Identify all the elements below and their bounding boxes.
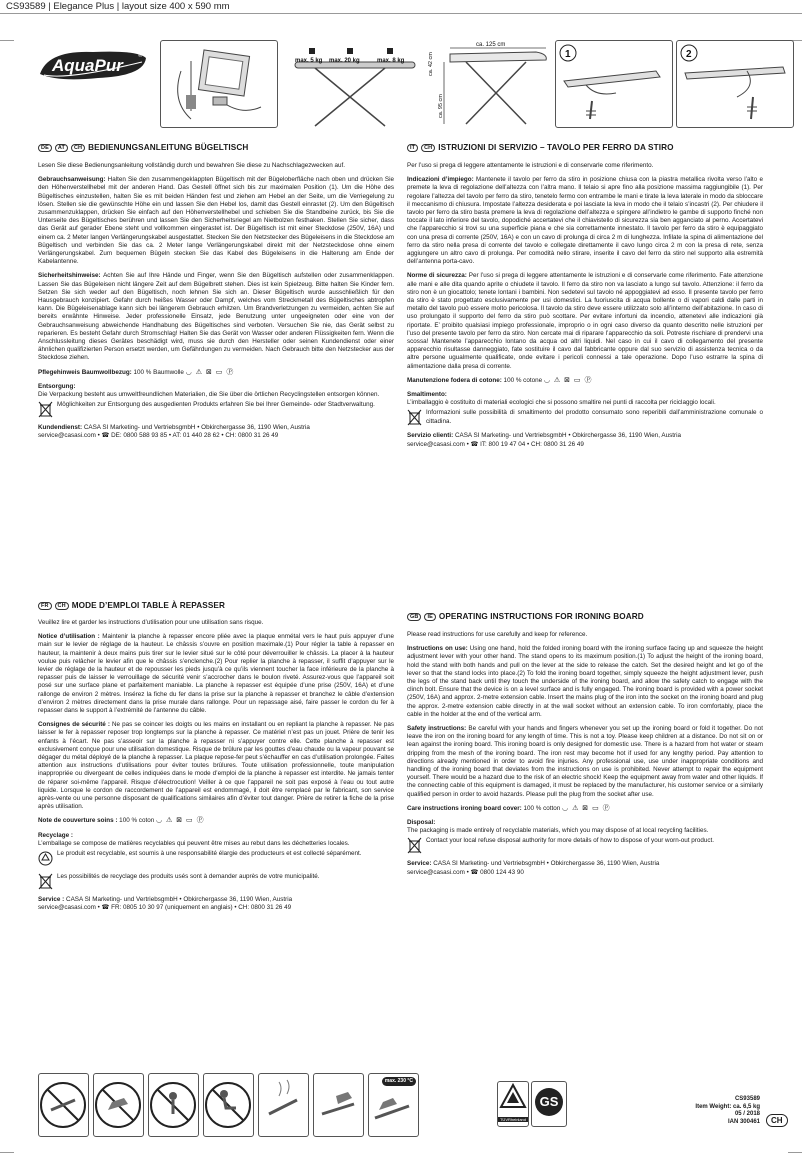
it-title: ISTRUZIONI DI SERVIZIO – TAVOLO PER FERRO DA STIRO — [438, 143, 674, 152]
product-code: CS93589 — [734, 1096, 760, 1102]
weight-label: max. 8 kg — [377, 58, 405, 64]
en-service-contact: service@casasi.com • ☎ 0800 124 43 90 — [407, 868, 524, 876]
en-intro: Please read instructions for use carefully and keep for reference. — [407, 631, 588, 638]
it-service-contact: service@casasi.com • ☎ IT: 800 19 47 04 • CH: 0800 31 26 49 — [407, 440, 584, 448]
pictogram-sitting-icon — [203, 1073, 254, 1137]
flag-ie: IE — [424, 613, 435, 621]
it-use-label: Indicazioni d’impiego: — [407, 176, 474, 184]
fr-intro: Veuillez lire et garder les instructions d’utilisation pour une utilisation sans risque. — [38, 619, 264, 626]
de-care-label: Pflegehinweis Baumwollbezug: — [38, 368, 132, 376]
gs-mark: GS — [535, 1088, 563, 1116]
crop-mark — [788, 1152, 802, 1153]
care-symbols-icon: ◡ ⚠ ⊠ ▭ Ⓟ — [155, 817, 205, 825]
fr-use-text: Maintenir la planche à repasser encore pliée avec la plaque enmétal vers le haut puis appuyer d’une main sur le levier de réglage de la hauteur. Le châssis s’ouvre en position maximale.(1) Pour régler la table à repasser en hauteur, la maintenir à deux mains puis tirer sur le levier situé sur le côté pour déverrouiller le châssis. La placer à la hauteur voulue puis relâcher le levier afin que le châssis s’enclenche.(2) Pour replier la planche à repasser, il suffit d’appuyer sur le levier de réglage de la hauteur et de repousser les pieds jusqu’à ce qu’ils viennent toucher la face inférieure de la planche à repasser puis de laisser le verrouillage de sécurité venir s’accrocher dans le boulon riveté. Assurez-vous que l’appareil soit posé sur une surface plane et parfaitement maniable. La planche à repasser est équipée d’une prise (250V, 16A) et d’une rallonge de environ 2 mètres. Insérez la fiche du fer dans la prise sur la planche à repasser et branchez le câble d’extension d’environ 2 mètres directement dans la prise murale dans rallonge. Pour un repassage aisé, faire passer le cordon du fer à repasser dans le support à l’extrémité de l’antenne du câble. — [38, 633, 394, 715]
fr-safety-text: Ne pas se coincer les doigts ou les mains en installant ou en repliant la planche à repasser. Ne pas laisser le fer à repasser reposer trop longtemps sur la planche à repasser. Ce matériel n’est pas un jouet. Prière de tenir les enfants à l’écart. Ne pas s’asseoir sur la planche à repasser ni s’appuyer contre elle. Cette planche à repasser est exclusivement conçue pour une utilisation domestique. Risque de brûlure par les gouttes d’eau chaude ou la vapeur pouvant se dégager du métal déployé de la planche à repasser. La plaque repose-fer peut s’échauffer en cas d’utilisation prolongée. Faites attention aux instructions d’utilisations pour éviter toutes brûlures. Toute utilisation professionnelle, toute manipulation inappropriée ou divergeant de celles indiquées dans le mode d’emploi de la planche à repasser est interdite. Ne jamais tenter de réparer soi-même l’appareil. Risque d’électrocution! Veiller à ce que l’appareil ne soit pas exposé à l’eau ou tout autre liquide. Lorsque le cordon de raccordement de l’appareil est endommagé, il doit être remplacé par le fabricant, son service après-vente ou une personne disposant de qualifications similaires afin d’éviter tout danger. Prière de retirer la fiche de la prise après utilisation. — [38, 721, 394, 811]
it-safety-text: Per l’uso si prega di leggere attentamente le istruzioni e di conservarle come riferimento. Fate attenzione alle mani e alle dita quando aprite o chiudete il tavolo. Il ferro da stiro non va lasciato a lungo sul tavolo. Attenzione: il ferro da stiro non è un giocattolo; tenete lontani i bambini. Non sedetevi sul tavolo né appoggiatevi ad esso. Il presente tavolo per ferro da stiro è stato progettato esclusivamente per usi domestici. La fuoriuscita di acqua bollente o di vapori caldi dalle parti in metallo del tavolo può essere molto pericolosa. Il tavolo da stiro deve essere utilizzato solo all’interno dell’abitazione. In caso di uso prolungato il supporto del ferro da stiro può scottare. Per evitare infortuni da incendio, attenetevi alle indicazioni già riportate. E’ proibito qualsiasi impiego professionale, improprio o in ogni caso diverso da quanto descritto nelle istruzioni per l’uso del presente tavolo per ferro da stiro. Non cercate mai di riparare l’apparecchio da soli. Potreste rischiare di prendervi una scossa! Mantenete l’apparecchio lontano da acqua od altri liquidi. Nel caso in cui il cavo di collegamento del presente apparecchio risultasse danneggiato, fate sostituire il cavo dal fabbricante oppure dal suo servizio di assistenza tecnica o da altre persone ugualmente qualificate, onde evitare i pericoli connessi a tale operazione. Dopo l’uso estrarre la spina di alimentazione dalla presa di corrente. — [407, 272, 763, 370]
layout-header — [0, 0, 802, 14]
crossed-bin-icon — [407, 837, 422, 854]
en-use-text: Using one hand, hold the folded ironing board with the ironing surface facing up and squeeze the height adjustment lever with your other hand. The stand opens to its maximum position.(1) To adjust the height of the ironing board, hold the stand with both hands and pull on the lever at the side to release the catch. Set the desired height and let go of the lever so that the stand locks into place.(2) To fold the ironing board together, simply squeeze the height adjustment lever, push the legs of the stand back until they touch the underside of the ironing board, and allow the safety catch to engage with the clinch bolt. Ensure that the device is on a level surface and is fully engaged. The ironing board is provided with a power socket (250V, 16A) and approx. 2-metre extension cable. Insert the mains plug of the iron into the socket on the ironing board and plug the approx. 2-metre extension cable directly in at the wall socket without an extension cable. To iron comfortably, place the cable in the holder at the end of the vertical arm. — [407, 645, 763, 718]
item-weight: Item Weight: ca. 6,5 kg — [695, 1103, 760, 1110]
de-use-text: Halten Sie den zusammengeklappten Bügeltisch mit der Bügeloberfläche nach oben und drücken Sie den Höhenverstellhebel mit der anderen Hand. Das Gestell öffnet sich bis zur maximalen Position (1). Um die Höhe des Bügeltisches einzustellen, halten Sie es mit beiden Händen fest und ziehen am Hebel an der Seite, um die Verriegelung zu lösen. Stellen sie die gewünschte Höhe ein und lassen Sie den Hebel los, damit das Gestell einrastet (2). Um den Bügeltisch zusammenzuklappen, drücken Sie einfach auf den Höhenverstellhebel und schieben Sie die Standbeine zurück, bis Sie die Unterseite des Bügeltisches berühren und lassen Sie den Sicherheitsriegel am Nietbolzen festhaken. Stellen Sie sicher, dass das Gerät auf gerader Ebene steht und vollkommen eingerastet ist. Der Bügeltisch ist mit einer Steckdose (250V, 16A) und einem ca. 2 Meter langen Verlängerungskabel ausgestattet. Stecken Sie den Netzstecker des Bügeleisens in die Steckdose am Bügeltisch und verbinden Sie das ca. 2 Meter lange Verlängerungskabel direkt mit der Netzsteckdose ohne einem Verlängerungskabel. Zum bequemen Bügeln stecken Sie das Kabel des Bügeleisens in die Halterung am Ende der Kabelantenne. — [38, 176, 394, 266]
en-use-label: Instructions on use: — [407, 645, 468, 653]
fr-recycle-note-2-text: Les possibilités de recyclage des produits usés sont à demander auprès de votre municipalité. — [57, 873, 320, 881]
logo-text: AquaPur — [52, 56, 123, 75]
width-label: ca. 42 cm — [428, 52, 434, 76]
fr-recycle-note-1 — [38, 850, 394, 867]
it-body — [407, 162, 763, 449]
flag-ch: CH — [71, 144, 85, 152]
gs-cert-logo — [531, 1081, 567, 1127]
it-service-label: Servizio clienti: — [407, 432, 454, 440]
pictogram-fingers-icon — [38, 1073, 89, 1137]
logo-registered: ® — [138, 53, 143, 59]
pictogram-steam-icon — [258, 1073, 309, 1137]
aquapur-logo — [38, 44, 148, 84]
en-safety-text: Be careful with your hands and fingers whenever you set up the ironing board or fold it together. Do not leave the iron on the ironing board for any length of time. This is not a toy. Please keep children at a distance. Do not sit on or lean against the ironing board. This ironing board is only designed for domestic use. There is a hazard from hot water or steam dripping from the mesh of the ironing board. The iron rest may become hot if used for any lengthy period. Pay attention to directions already mentioned in order to avoid fire injuries. Any professional use, use under inappropriate conditions and handling of the ironing board that deviates from the instructions on use is prohibited. Never attempt to repair the equipment yourself. There would be a hazard due to the risk of an electric shock! Keep the equipment away from water and other liquids. If the connecting cable of this equipment is damaged, it must be replaced by the manufacturer, his customer service or a similarly qualified person in order to avoid hazards. Please pull the plug from the socket after use. — [407, 725, 763, 798]
diagram-weights — [285, 40, 423, 128]
en-care-label: Care instructions ironing board cover: — [407, 804, 522, 812]
step-number: 2 — [686, 49, 692, 60]
fr-use-label: Notice d’utilisation : — [38, 633, 100, 641]
de-service-text: CASA SI Marketing- und VertriebsgmbH • Obkirchergasse 36, 1190 Wien, Austria — [82, 424, 310, 432]
de-title: BEDIENUNGSANLEITUNG BÜGELTISCH — [88, 143, 249, 152]
care-symbols-icon: ◡ ⚠ ⊠ ▭ Ⓟ — [185, 368, 235, 376]
crossed-bin-icon — [38, 401, 53, 418]
crop-mark — [0, 40, 14, 41]
de-disposal-note-text: Möglichkeiten zur Entsorgung des ausgedienten Produkts erfahren Sie bei Ihrer Gemeinde- oder Stadtverwaltung. — [57, 401, 375, 409]
fr-recycle-label: Recyclage : — [38, 831, 74, 839]
de-disposal-note — [38, 401, 394, 418]
it-disposal-text: L’imballaggio è costituito di materiali ecologici che si possono smaltire nei punti di raccolta per riciclaggio locali. — [407, 399, 716, 407]
flag-at: AT — [55, 144, 68, 152]
recycle-icon — [38, 850, 53, 867]
en-service-text: CASA SI Marketing- und VertriebsgmbH • Obkirchergasse 36, 1190 Wien, Austria — [431, 860, 660, 868]
ian-number: IAN 300461 — [727, 1118, 760, 1125]
flag-it: IT — [407, 144, 418, 152]
de-service-contact: service@casasi.com • ☎ DE: 0800 588 93 85 • AT: 01 440 28 62 • CH: 0800 31 26 49 — [38, 432, 279, 440]
de-use-label: Gebrauchsanweisung: — [38, 176, 106, 184]
diagram-dimensions — [426, 40, 554, 128]
crop-mark — [0, 1152, 14, 1153]
product-info — [640, 1096, 760, 1126]
en-safety-label: Safety instructions: — [407, 725, 467, 733]
pictogram-max-temp-icon — [368, 1073, 419, 1137]
fr-recycle-note-2 — [38, 873, 394, 890]
it-service-text: CASA SI Marketing- und VertriebsgmbH • Obkirchergasse 36, 1190 Wien, Austria — [453, 432, 682, 440]
flag-ch: CH — [421, 144, 435, 152]
care-symbols-icon: ◡ ⚠ ⊠ ▭ Ⓟ — [543, 376, 593, 384]
fr-care-text: 100 % coton — [117, 817, 155, 825]
de-body — [38, 162, 394, 441]
print-date: 05 / 2018 — [734, 1111, 760, 1117]
height-label: ca. 95 cm — [438, 94, 444, 118]
en-body — [407, 631, 763, 877]
fr-body — [38, 619, 394, 912]
de-safety-label: Sicherheitshinweise: — [38, 272, 101, 280]
en-disposal-label: Disposal: — [407, 819, 436, 827]
de-service-label: Kundendienst: — [38, 424, 83, 432]
de-intro: Lesen Sie diese Bedienungsanleitung vollständig durch und bewahren Sie diese zu Nachschlagezwecken auf. — [38, 162, 346, 169]
en-care-text: 100 % cotton — [521, 804, 561, 812]
fr-safety-label: Consignes de sécurité : — [38, 721, 110, 729]
step-number: 1 — [565, 49, 571, 60]
en-section-title — [407, 612, 644, 621]
layout-title: CS93589 | Elegance Plus | layout size 400 x 590 mm — [6, 1, 230, 12]
country-badge: CH — [766, 1114, 788, 1127]
fr-recycle-note-1-text: Le produit est recyclable, est soumis à une responsabilité élargie des producteurs et est collecté séparément. — [57, 850, 362, 858]
de-disposal-label: Entsorgung: — [38, 382, 76, 390]
diagram-step-2 — [676, 40, 794, 128]
fr-care-label: Note de couverture soins : — [38, 817, 118, 825]
de-care-text: 100 % Baumwolle — [131, 368, 184, 376]
en-service-label: Service: — [407, 860, 432, 868]
fr-section-title — [38, 601, 225, 610]
fr-service-text: CASA SI Marketing- und VertriebsgmbH • Obkirchergasse 36, 1190 Wien, Austria — [64, 896, 293, 904]
it-disposal-note-text: Informazioni sulle possibilità di smaltimento del prodotto consumato sono reperibili dall’amministrazione comunale o cittadina. — [426, 409, 763, 425]
flag-fr: FR — [38, 602, 52, 610]
de-section-title — [38, 143, 248, 152]
it-safety-label: Norme di sicurezza: — [407, 272, 467, 280]
flag-ch: CH — [55, 602, 69, 610]
tuv-label: TÜVRheinland — [499, 1117, 526, 1122]
fr-service-label: Service : — [38, 896, 65, 904]
it-care-label: Manutenzione fodera di cotone: — [407, 376, 502, 384]
en-disposal-note — [407, 837, 763, 854]
it-disposal-note — [407, 409, 763, 426]
weight-label: max. 20 kg — [329, 58, 360, 64]
fr-title: MODE D’EMPLOI TABLE À REPASSER — [71, 601, 225, 610]
pictogram-children-icon — [148, 1073, 199, 1137]
pictogram-iron-rest-icon — [313, 1073, 364, 1137]
de-disposal-text: Die Verpackung besteht aus umweltfreundlichen Materialien, die Sie über die örtlichen Recyclingstellen entsorgen können. — [38, 391, 380, 399]
flag-de: DE — [38, 144, 52, 152]
fr-service-contact: service@casasi.com • ☎ FR: 0805 10 30 97 (uniquement en anglais) • CH: 0800 31 26 49 — [38, 904, 292, 912]
diagram-step-1 — [555, 40, 673, 128]
temp-badge: max. 230 °C — [382, 1077, 416, 1086]
tuv-cert-logo — [497, 1081, 529, 1127]
it-use-text: Mantenete il tavolo per ferro da stiro in posizione chiusa con la piastra metallica rivolta verso l’alto e premete la leva di regolazione dell’altezza con l’altra mano. Il telaio si apre fino alla posizione massima raggiungibile (1). Per regolare l’altezza del tavolo per ferro da stiro, tenetelo fermo con entrambe le mani e tirate la leva laterale in modo da sbloccare il meccanismo di chiusura. Impostate l’altezza desiderata e poi lasciate la leva in modo che il telaio s’incastri (2). Per chiudere il tavolo per ferro da stiro basta premere la leva di regolazione dell’altezza e spingere all’indietro le gambe di supporto finché non toccate il lato inferiore del tavolo, dopodiché accertatevi che il chiavistello di sicurezza sia ben agganciato al perno. Accertatevi che l’apparecchio si trovi su una superficie piana e che sia correttamente innestato. Il tavolo per ferro da stiro è equipaggiato con una presa di corrente (250V, 16A) e con un cavo di prolunga di circa 2 m di lunghezza. Infilate la spina di alimentazione del ferro da stiro nella presa di corrente del tavolo e collegate direttamente il cavo lungo circa 2 m con la presa di rete, senza aggiungere un altro cavo di prolunga. Per comodità nello stirare, inserite il cavo del ferro da stiro nel supporto alla estremità dell’antenna porta-cavo. — [407, 176, 764, 266]
crossed-bin-icon — [407, 409, 422, 426]
en-disposal-note-text: Contact your local refuse disposal authority for more details of how to dispose of your worn-out product. — [426, 837, 715, 845]
flag-gb: GB — [407, 613, 421, 621]
it-care-text: 100 % cotone — [501, 376, 543, 384]
crossed-bin-icon — [38, 873, 53, 890]
weight-label: max. 5 kg — [295, 58, 323, 64]
care-symbols-icon: ◡ ⚠ ⊠ ▭ Ⓟ — [562, 804, 611, 812]
fr-recycle-text: L’emballage se compose de matières recyclables qui peuvent être mises au rebut dans les déchetteries locales. — [38, 839, 350, 847]
length-label: ca. 125 cm — [476, 42, 506, 48]
de-safety-text: Achten Sie auf Ihre Hände und Finger, wenn Sie den Bügeltisch aufstellen oder zusammenklappen. Lassen Sie das Bügeleisen nicht längere Zeit auf dem Bügelbrett stehen. Dies ist kein Spielzeug. Bitte halten Sie Kinder fern. Setzen Sie sich weder auf den Bügeltisch, noch lehnen Sie sich an. Dieser Bügeltisch wurde ausschließlich für den Hausgebrauch konzipiert. Gefahr durch heißes Wasser oder Dampf, welches vom Streckmetall des Bügeltisches abtropfen kann. Die Bügeleisenablage kann sich bei längerem Gebrauch erhitzen. Um Brandverletzungen zu vermeiden, achten Sie auf bereits erwähnte Hinweise. Jeder professionelle Einsatz, jede Benutzung unter ungeeigneten oder eine von der Gebrauchsanweisung abweichende Handhabung des Bügeltisches sind verboten. Versuchen Sie nie, das Gerät selbst zu reparieren. Es besteht Gefahr durch Stromschlag! Halten Sie das Gerät von Wasser oder anderen Flüssigkeiten fern. Wenn die Anschlussleitung dieses Gerätes beschädigt wird, muss sie durch den Hersteller oder seinen Kundendienst oder einer ähnlichen qualifizierten Person ersetzt werden, um Gefährdungen zu vermeiden. Nach Gebrauch bitte den Netzstecker aus der Steckdose ziehen. — [38, 272, 394, 362]
en-title: OPERATING INSTRUCTIONS FOR IRONING BOARD — [438, 612, 644, 621]
diagram-plug-detail — [160, 40, 278, 128]
pictogram-iron-on-board-icon — [93, 1073, 144, 1137]
it-section-title — [407, 143, 674, 152]
it-intro: Per l’uso si prega di leggere attentamente le istruzioni e di conservarle come riferimento. — [407, 162, 654, 169]
en-disposal-text: The packaging is made entirely of recyclable materials, which you may dispose of at local recycling facilities. — [407, 827, 709, 835]
it-disposal-label: Smaltimento: — [407, 391, 447, 399]
warning-pictograms — [38, 1073, 413, 1137]
